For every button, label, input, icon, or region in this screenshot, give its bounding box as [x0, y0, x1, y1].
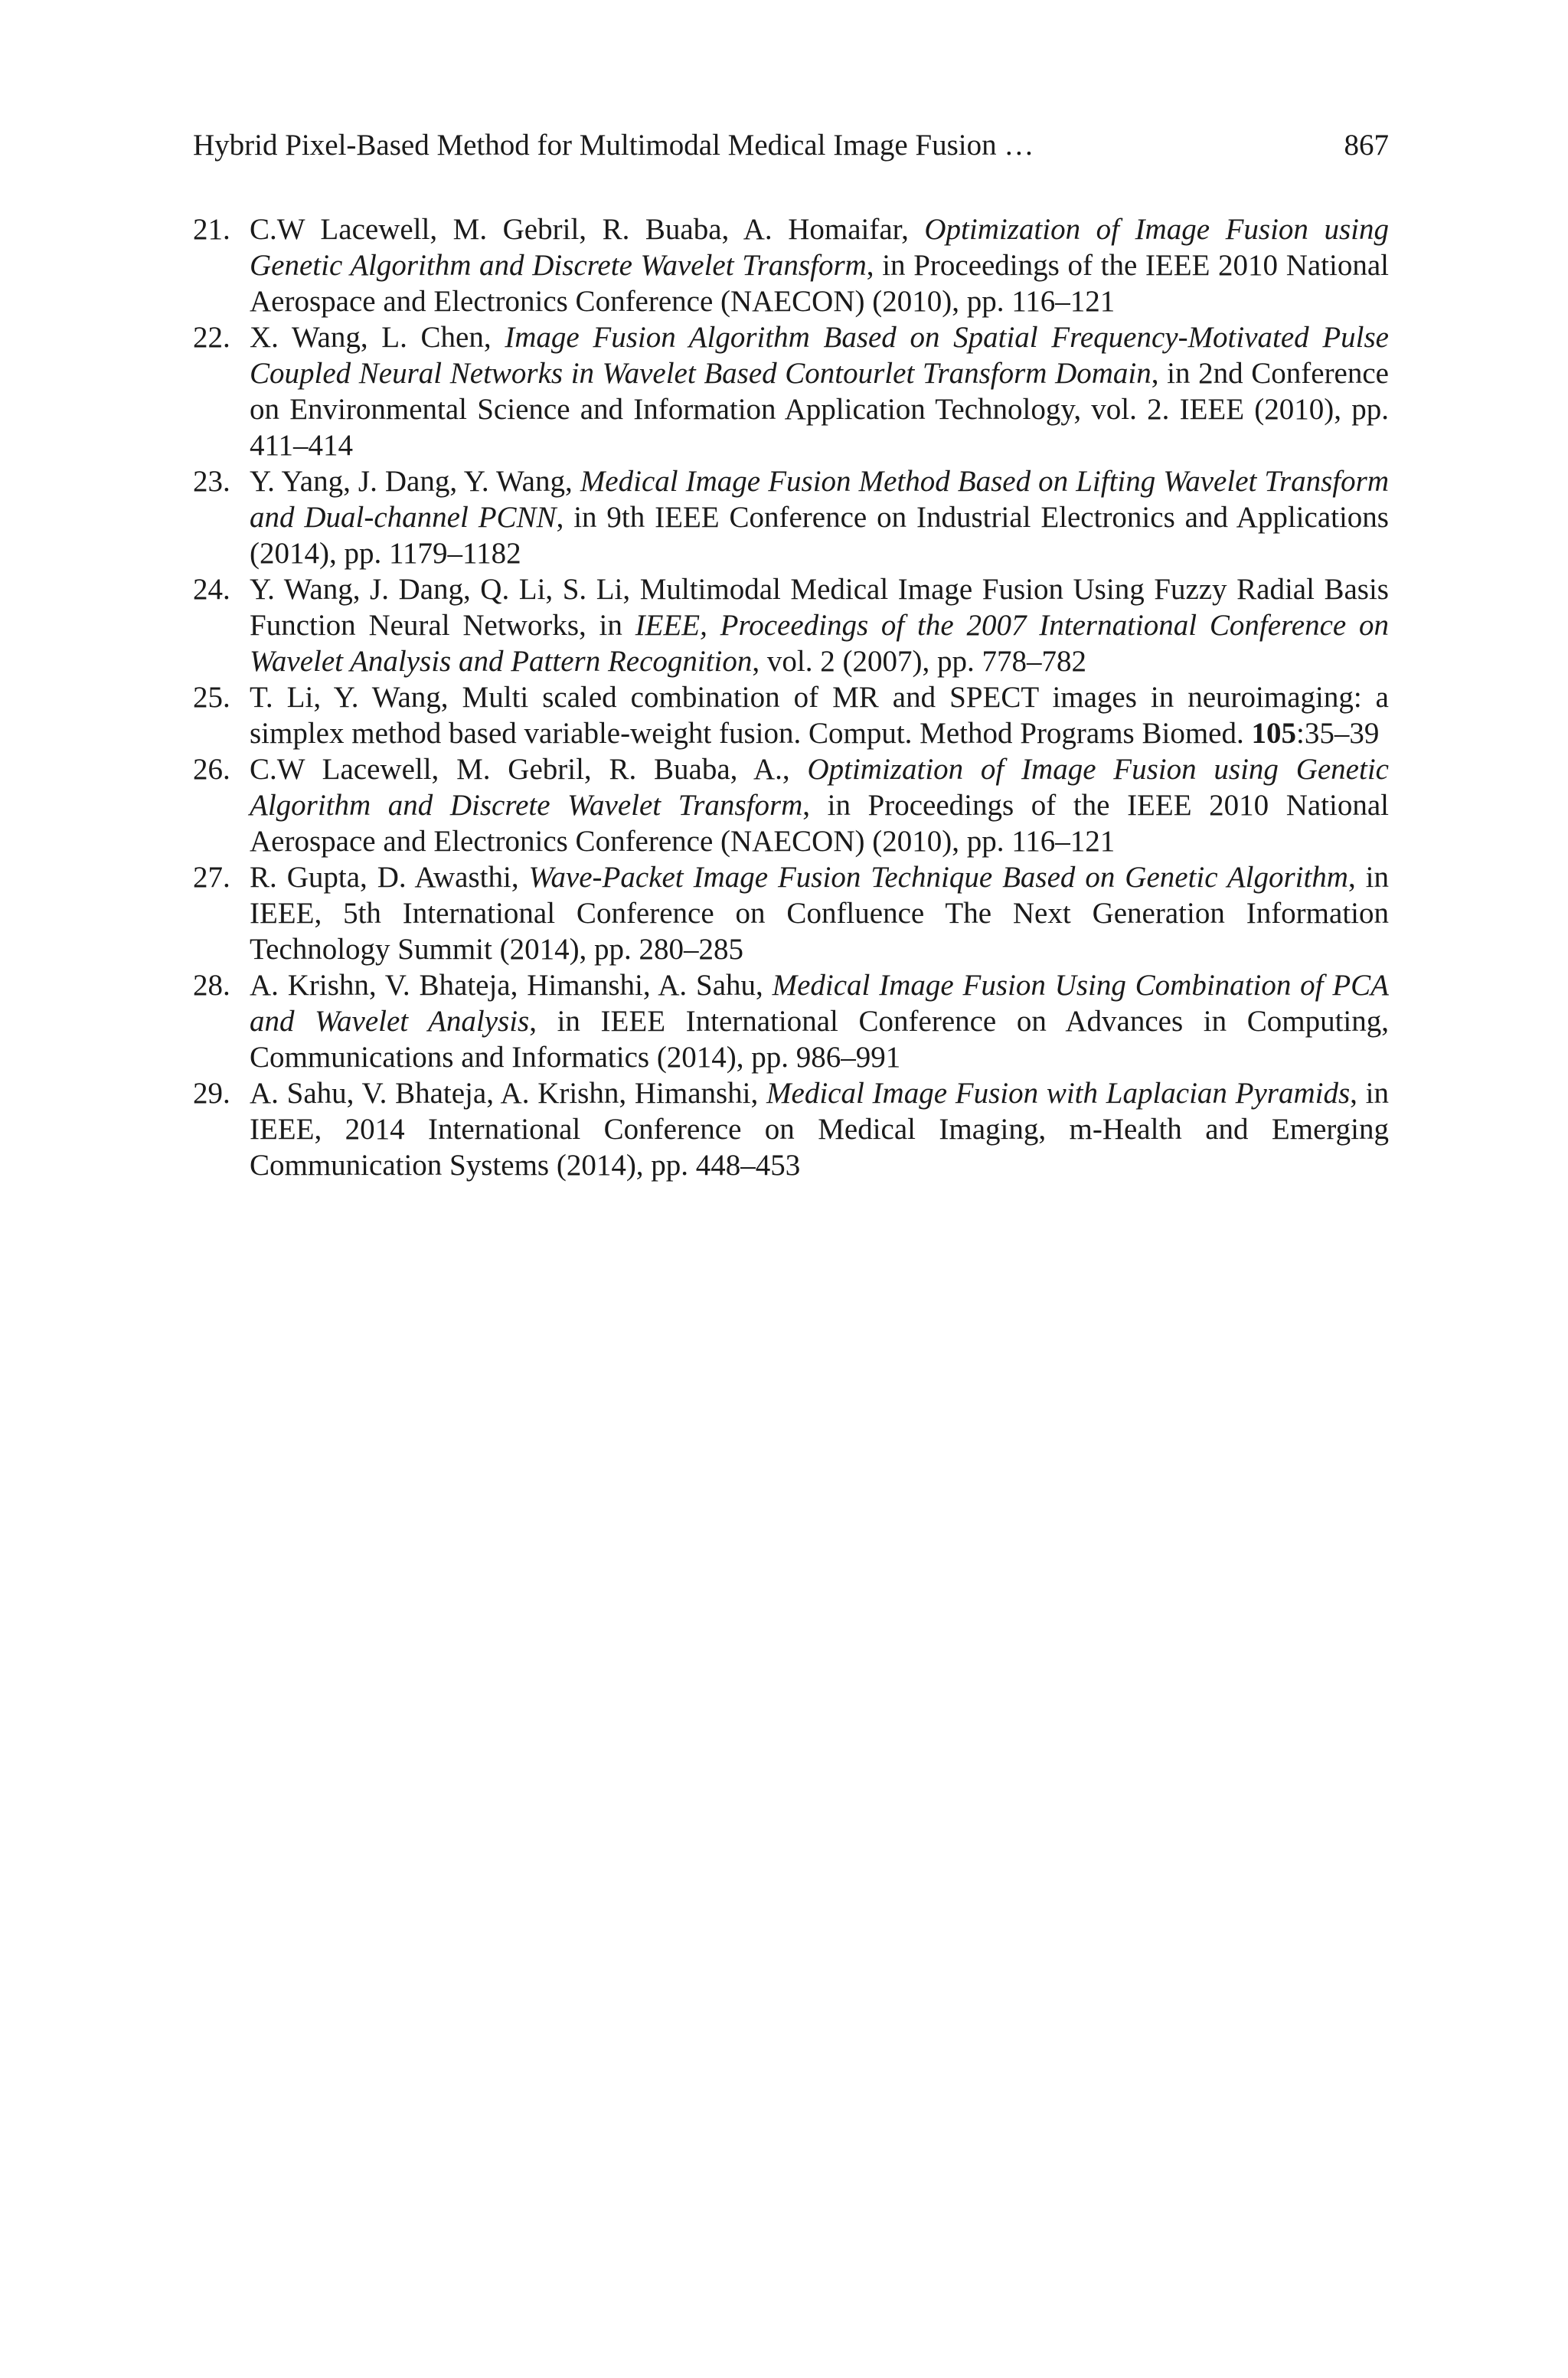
reference-number: 27.	[193, 861, 230, 894]
reference-authors: T. Li, Y. Wang, Multi scaled combination of MR and SPECT images in neuroimaging: a simplex method based variable-weight fusion. Comput. Method Programs Biomed.	[250, 681, 1389, 750]
reference-number: 22.	[193, 321, 230, 354]
reference-title: IEEE, Proceedings of the 2007 International Conference on Wavelet Analysis and Pattern Recognition	[250, 609, 1389, 678]
reference-details: , in IEEE, 5th International Conference on Confluence The Next Generation Information Technology Summit (2014), pp. 280–285	[250, 861, 1389, 966]
reference-title: Optimization of Image Fusion using Genetic Algorithm and Discrete Wavelet Transform	[250, 213, 1389, 282]
reference-authors: C.W Lacewell, M. Gebril, R. Buaba, A. Homaifar,	[250, 213, 925, 246]
reference-title: Wave-Packet Image Fusion Technique Based on Genetic Algorithm	[528, 861, 1348, 894]
reference-details: , in IEEE, 2014 International Conference on Medical Imaging, m-Health and Emerging Communication Systems (2014), pp. 448–453	[250, 1077, 1390, 1182]
reference-number: 24.	[193, 573, 230, 606]
reference-details: , in 9th IEEE Conference on Industrial Electronics and Applications (2014), pp. 1179–1182	[250, 501, 1389, 570]
reference-text	[250, 861, 1389, 966]
reference-number: 21.	[193, 213, 230, 246]
reference-text	[250, 681, 1389, 750]
reference-text	[250, 573, 1389, 678]
reference-number: 26.	[193, 753, 230, 786]
reference-item	[193, 679, 1389, 751]
reference-number: 23.	[193, 465, 230, 498]
running-head-title: Hybrid Pixel-Based Method for Multimodal Medical Image Fusion …	[193, 129, 1034, 162]
reference-item	[193, 319, 1389, 463]
reference-item	[193, 967, 1389, 1075]
reference-number: 29.	[193, 1077, 230, 1110]
reference-text	[250, 969, 1389, 1074]
reference-title: Medical Image Fusion Method Based on Lifting Wavelet Transform and Dual-channel PCNN	[250, 465, 1389, 534]
reference-title: Optimization of Image Fusion using Genetic Algorithm and Discrete Wavelet Transform	[250, 753, 1389, 822]
reference-details: , in 2nd Conference on Environmental Science and Information Application Technology, vol. 2. IEEE (2010), pp. 411–414	[250, 357, 1389, 462]
reference-authors: Y. Wang, J. Dang, Q. Li, S. Li, Multimodal Medical Image Fusion Using Fuzzy Radial Basis Function Neural Networks, in	[250, 573, 1389, 642]
reference-details: , vol. 2 (2007), pp. 778–782	[752, 645, 1086, 678]
reference-number: 28.	[193, 969, 230, 1002]
reference-volume: 105	[1251, 717, 1296, 750]
reference-authors: Y. Yang, J. Dang, Y. Wang,	[250, 465, 580, 498]
reference-item	[193, 211, 1389, 319]
reference-list	[193, 211, 1389, 1183]
reference-title: Image Fusion Algorithm Based on Spatial Frequency-Motivated Pulse Coupled Neural Networks in Wavelet Based Contourlet Transform Domain	[250, 321, 1389, 390]
reference-details: , in Proceedings of the IEEE 2010 National Aerospace and Electronics Conference (NAECON) (2010), pp. 116–121	[250, 789, 1389, 858]
page-number: 867	[1344, 129, 1389, 162]
reference-authors: X. Wang, L. Chen,	[250, 321, 505, 354]
reference-item	[193, 463, 1389, 571]
reference-text	[250, 1077, 1389, 1182]
reference-number: 25.	[193, 681, 230, 714]
reference-authors: R. Gupta, D. Awasthi,	[250, 861, 529, 894]
reference-text	[250, 213, 1389, 318]
reference-authors: C.W Lacewell, M. Gebril, R. Buaba, A.,	[250, 753, 808, 786]
reference-item	[193, 859, 1389, 967]
reference-item	[193, 571, 1389, 679]
reference-text	[250, 321, 1389, 462]
reference-title: Medical Image Fusion Using Combination of PCA and Wavelet Analysis	[250, 969, 1389, 1038]
reference-authors: A. Krishn, V. Bhateja, Himanshi, A. Sahu,	[250, 969, 773, 1002]
reference-text	[250, 753, 1389, 858]
reference-details: , in Proceedings of the IEEE 2010 National Aerospace and Electronics Conference (NAECON) (2010), pp. 116–121	[250, 249, 1390, 318]
running-head	[193, 123, 1389, 168]
reference-title: Medical Image Fusion with Laplacian Pyramids	[766, 1077, 1351, 1110]
reference-item	[193, 1075, 1389, 1183]
reference-item	[193, 751, 1389, 859]
reference-authors: A. Sahu, V. Bhateja, A. Krishn, Himanshi,	[250, 1077, 767, 1110]
reference-details: , in IEEE International Conference on Advances in Computing, Communications and Informatics (2014), pp. 986–991	[250, 1005, 1389, 1074]
reference-details: :35–39	[1295, 717, 1380, 750]
reference-text	[250, 465, 1389, 570]
